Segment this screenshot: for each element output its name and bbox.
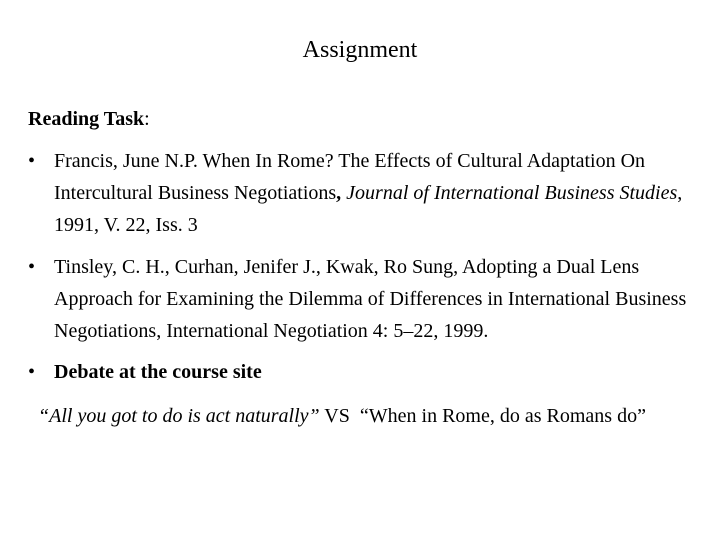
reference-item-tinsley [28,251,708,347]
reference-francis-details: , 1991, V. 22, Iss. 3 [54,182,683,236]
reference-list [28,145,708,388]
reading-task-colon: : [144,108,150,130]
reading-task-label: Reading Task [28,108,145,130]
reference-item-francis [28,145,708,241]
debate-quote-naturally: “All you got to do is act naturally” [38,405,320,427]
debate-quote [28,400,708,432]
reference-tinsley-text: Tinsley, C. H., Curhan, Jenifer J., Kwak, Ro Sung, Adopting a Dual Lens Approach for Examining the Dilemma of Differences in International Business Negotiations, International Negotiation 4: 5–22, 1999. [54,256,687,342]
slide-content [28,103,708,432]
reference-francis-journal: Journal of International Business Studies [346,182,678,204]
bullet-icon: • [28,150,36,172]
reference-francis-comma: , [336,182,342,204]
reference-francis-text: Francis, June N.P. When In Rome? The Effects of Cultural Adaptation On Intercultural Business Negotiations [54,150,646,204]
debate-quote-vs: VS [319,405,360,427]
bullet-icon: • [28,256,36,278]
reading-task-heading [28,103,708,135]
slide-title: Assignment [302,37,418,63]
debate-text: Debate at the course site [54,361,262,383]
debate-item [28,356,708,388]
bullet-icon: • [28,361,36,383]
debate-quote-rome: “When in Rome, do as Romans do” [359,405,646,427]
